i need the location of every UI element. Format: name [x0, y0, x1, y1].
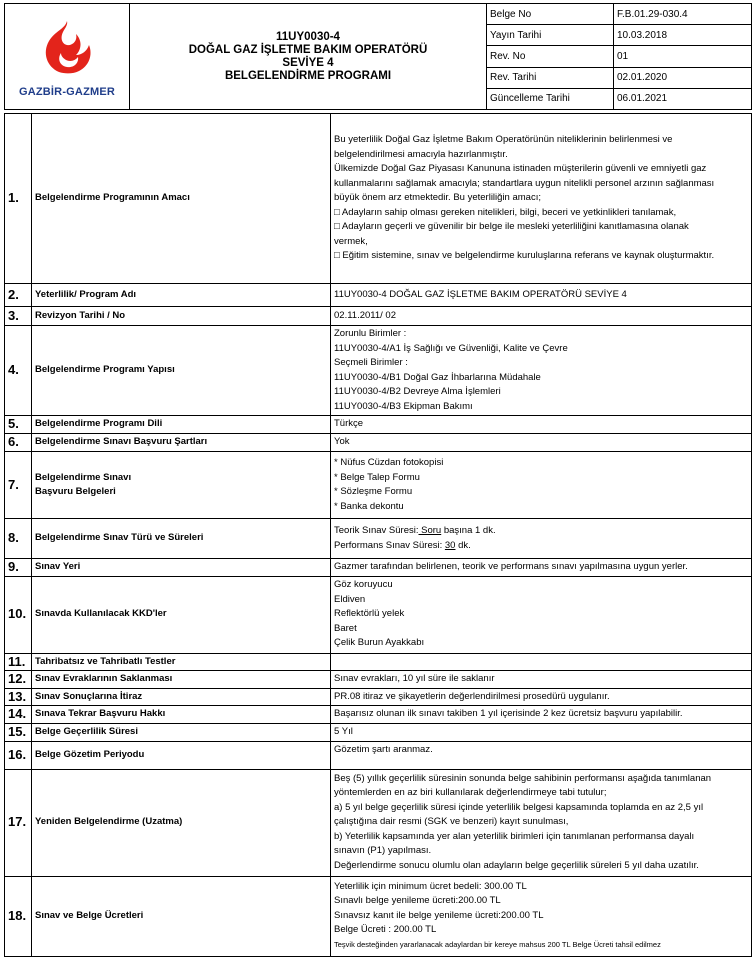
row-number: 5. — [5, 416, 32, 434]
row-value: Sınav evrakları, 10 yıl süre ile saklanır — [331, 671, 752, 689]
value-line — [334, 206, 748, 221]
row-label: Yeterlilik/ Program Adı — [32, 284, 331, 307]
value-line: Göz koruyucu — [334, 579, 393, 591]
meta-value-belge-no: F.B.01.29-030.4 — [614, 4, 752, 25]
perf-prefix: Performans Sınav Süresi: — [334, 539, 445, 551]
value-line: Eldiven — [334, 593, 366, 605]
row-number: 17. — [5, 769, 32, 876]
row-number: 8. — [5, 519, 32, 559]
table-row — [5, 519, 752, 559]
row-value — [331, 576, 752, 653]
row-label: Sınav ve Belge Ücretleri — [32, 876, 331, 956]
table-row — [5, 769, 752, 876]
table-row — [5, 688, 752, 706]
table-row — [5, 559, 752, 577]
performance-duration — [334, 539, 748, 554]
meta-key-belge-no: Belge No — [487, 4, 614, 25]
row-number: 16. — [5, 741, 32, 769]
value-line: çalıştığına dair resmi (SGK ve benzeri) kayıt sunulması, — [334, 816, 569, 828]
row-value: Türkçe — [331, 416, 752, 434]
row-value — [331, 653, 752, 671]
value-line: Sınavsız kanıt ile belge yenileme ücreti:200.00 TL — [334, 909, 544, 921]
row-label — [32, 452, 331, 519]
incentive-note: Teşvik desteğinden yararlanacak adaylardan bir kereye mahsus 200 TL Belge Ücreti tahsil edilmez — [334, 939, 661, 949]
row-number: 6. — [5, 434, 32, 452]
row-number: 14. — [5, 706, 32, 724]
theory-underlined: Soru — [418, 525, 442, 536]
row-value — [331, 326, 752, 416]
value-line: kullanmalarını sağlamak amacıyla; standartlara uygun nitelikli personel arzının sağlanması — [334, 177, 715, 189]
row-value: Gözetim şartı aranmaz. — [331, 741, 752, 769]
value-line: Reflektörlü yelek — [334, 608, 405, 620]
value-line: Yeterlilik için minimum ücret bedeli: 300.00 TL — [334, 880, 527, 892]
row-value: 02.11.2011/ 02 — [331, 307, 752, 326]
value-line: Belge Ücreti : 200.00 TL — [334, 924, 437, 936]
theory-duration — [334, 524, 748, 539]
row-value: Yok — [331, 434, 752, 452]
value-line: yöntemlerden en az biri kullanılarak değerlendirmeye tabi tutulur; — [334, 787, 607, 799]
value-line: Ülkemizde Doğal Gaz Piyasası Kanununa istinaden müşterilerin güvenli ve emniyetli gaz — [334, 163, 707, 175]
gazbir-flame-logo — [35, 15, 99, 79]
value-line: Çelik Burun Ayakkabı — [334, 637, 425, 649]
meta-key-yayin-tarihi: Yayın Tarihi — [487, 25, 614, 46]
row-number: 13. — [5, 688, 32, 706]
value-line: büyük önem arz etmektedir. Bu yeterliliğin amacı; — [334, 192, 541, 204]
row-label-line: Başvuru Belgeleri — [35, 486, 116, 497]
row-number: 10. — [5, 576, 32, 653]
table-row — [5, 576, 752, 653]
value-line: * Sözleşme Formu — [334, 486, 413, 497]
value-line: * Banka dekontu — [334, 500, 404, 512]
table-row — [5, 452, 752, 519]
row-number: 9. — [5, 559, 32, 577]
title-line-3: SEVİYE 4 — [282, 56, 334, 69]
row-number: 2. — [5, 284, 32, 307]
row-label: Belgelendirme Programı Dili — [32, 416, 331, 434]
value-line: 11UY0030-4/A1 İş Sağlığı ve Güvenliği, Kalite ve Çevre — [334, 342, 568, 354]
meta-key-rev-no: Rev. No — [487, 46, 614, 67]
meta-value-guncelleme-tarihi: 06.01.2021 — [614, 88, 752, 109]
checkbox-glyph-icon: □ — [334, 250, 340, 262]
value-line: b) Yeterlilik kapsamında yer alan yeterlilik birimleri için tanımlanan performansa dayalı — [334, 830, 695, 842]
table-row — [5, 653, 752, 671]
value-line: belgelendirilmesi amacıyla hazırlanmıştır. — [334, 148, 508, 160]
checkbox-glyph-icon: □ — [334, 221, 340, 233]
meta-value-rev-tarihi: 02.01.2020 — [614, 67, 752, 88]
table-row — [5, 876, 752, 956]
logo-text: GAZBİR-GAZMER — [18, 86, 116, 98]
row-label: Belgelendirme Programı Yapısı — [32, 326, 331, 416]
row-label: Belge Gözetim Periyodu — [32, 741, 331, 769]
table-row — [5, 434, 752, 452]
title-line-4: BELGELENDİRME PROGRAMI — [224, 69, 392, 82]
row-label: Belge Geçerlilik Süresi — [32, 723, 331, 741]
meta-value-rev-no: 01 — [614, 46, 752, 67]
row-label: Sınav Yeri — [32, 559, 331, 577]
meta-key-guncelleme-tarihi: Güncelleme Tarihi — [487, 88, 614, 109]
row-label: Sınava Tekrar Başvuru Hakkı — [32, 706, 331, 724]
title-line-1: 11UY0030-4 — [276, 30, 340, 43]
value-line: Baret — [334, 622, 357, 634]
row-value: PR.08 itiraz ve şikayetlerin değerlendirilmesi prosedürü uygulanır. — [331, 688, 752, 706]
value-line: vermek, — [334, 235, 368, 247]
title-line-2: DOĞAL GAZ İŞLETME BAKIM OPERATÖRÜ — [188, 43, 428, 56]
table-row — [5, 114, 752, 284]
value-line-text: Adayların geçerli ve güvenilir bir belge ile mesleki yeterliliğini kanıtlamasına olanak — [339, 221, 689, 233]
row-label: Tahribatsız ve Tahribatlı Testler — [32, 653, 331, 671]
table-row — [5, 723, 752, 741]
row-label: Sınav Evraklarının Saklanması — [32, 671, 331, 689]
row-number: 3. — [5, 307, 32, 326]
value-line: a) 5 yıl belge geçerlilik süresi içinde yeterlilik belgesi kapsamında toplamda en az 2,5 yıl — [334, 801, 704, 813]
row-value: Gazmer tarafından belirlenen, teorik ve performans sınavı yapılmasına uygun yerler. — [331, 559, 752, 577]
row-label: Belgelendirme Sınavı Başvuru Şartları — [32, 434, 331, 452]
value-line: 11UY0030-4/B3 Ekipman Bakımı — [334, 400, 473, 412]
value-line: Değerlendirme sonucu olumlu olan adayların belge geçerlilik süreleri 5 yıl daha uzatılır. — [334, 859, 699, 871]
value-line: Seçmeli Birimler : — [334, 357, 408, 368]
row-label-line: Belgelendirme Sınavı — [35, 471, 132, 483]
row-number: 15. — [5, 723, 32, 741]
value-line: Beş (5) yıllık geçerlilik süresinin sonunda belge sahibinin performansı aşağıda tanımlanan — [334, 772, 712, 784]
value-line: Sınavlı belge yenileme ücreti:200.00 TL — [334, 895, 501, 907]
value-line — [334, 249, 748, 264]
row-label: Sınavda Kullanılacak KKD'ler — [32, 576, 331, 653]
row-number: 4. — [5, 326, 32, 416]
value-line: * Nüfus Cüzdan fotokopisi — [334, 457, 444, 468]
theory-suffix: başına 1 dk. — [441, 525, 496, 536]
row-number: 7. — [5, 452, 32, 519]
row-number: 1. — [5, 114, 32, 284]
row-value: 11UY0030-4 DOĞAL GAZ İŞLETME BAKIM OPERATÖRÜ SEVİYE 4 — [331, 284, 752, 307]
row-label: Sınav Sonuçlarına İtiraz — [32, 688, 331, 706]
program-table — [4, 113, 752, 957]
row-value: 5 Yıl — [331, 723, 752, 741]
row-label: Belgelendirme Programının Amacı — [32, 114, 331, 284]
value-line-text: Adayların sahip olması gereken nitelikleri, bilgi, beceri ve yetkinlikleri tanılamak, — [339, 206, 677, 218]
table-row — [5, 284, 752, 307]
value-line-text: Eğitim sistemine, sınav ve belgelendirme kuruluşlarına referans ve kaynak oluşturmaktır. — [339, 250, 715, 262]
row-label: Yeniden Belgelendirme (Uzatma) — [32, 769, 331, 876]
value-line: Zorunlu Birimler : — [334, 328, 407, 339]
table-row — [5, 741, 752, 769]
table-row — [5, 326, 752, 416]
document-title — [130, 4, 487, 110]
row-value — [331, 876, 752, 956]
meta-key-rev-tarihi: Rev. Tarihi — [487, 67, 614, 88]
row-value — [331, 769, 752, 876]
table-row — [5, 671, 752, 689]
row-value — [331, 452, 752, 519]
value-line: * Belge Talep Formu — [334, 471, 420, 483]
table-row — [5, 307, 752, 326]
logo-cell — [5, 4, 130, 110]
meta-value-yayin-tarihi: 10.03.2018 — [614, 25, 752, 46]
row-number: 11. — [5, 653, 32, 671]
row-label: Revizyon Tarihi / No — [32, 307, 331, 326]
row-value: Başarısız olunan ilk sınavı takiben 1 yıl içerisinde 2 kez ücretsiz başvuru yapılabilir. — [331, 706, 752, 724]
table-row — [5, 706, 752, 724]
row-value — [331, 114, 752, 284]
value-line: Bu yeterlilik Doğal Gaz İşletme Bakım Operatörünün niteliklerinin belirlenmesi ve — [334, 134, 673, 146]
perf-suffix: dk. — [455, 539, 471, 551]
document-header — [4, 3, 751, 110]
table-row — [5, 416, 752, 434]
value-line: 11UY0030-4/B2 Devreye Alma İşlemleri — [334, 386, 501, 397]
row-value — [331, 519, 752, 559]
theory-prefix: Teorik Sınav Süresi: — [334, 525, 419, 536]
perf-underlined: 30 — [444, 539, 456, 551]
value-line: sınavın (P1) yapılması. — [334, 845, 432, 857]
value-line: 11UY0030-4/B1 Doğal Gaz İhbarlarına Müdahale — [334, 371, 541, 383]
checkbox-glyph-icon: □ — [334, 206, 340, 218]
row-number: 18. — [5, 876, 32, 956]
row-label: Belgelendirme Sınav Türü ve Süreleri — [32, 519, 331, 559]
value-line — [334, 220, 748, 235]
row-number: 12. — [5, 671, 32, 689]
